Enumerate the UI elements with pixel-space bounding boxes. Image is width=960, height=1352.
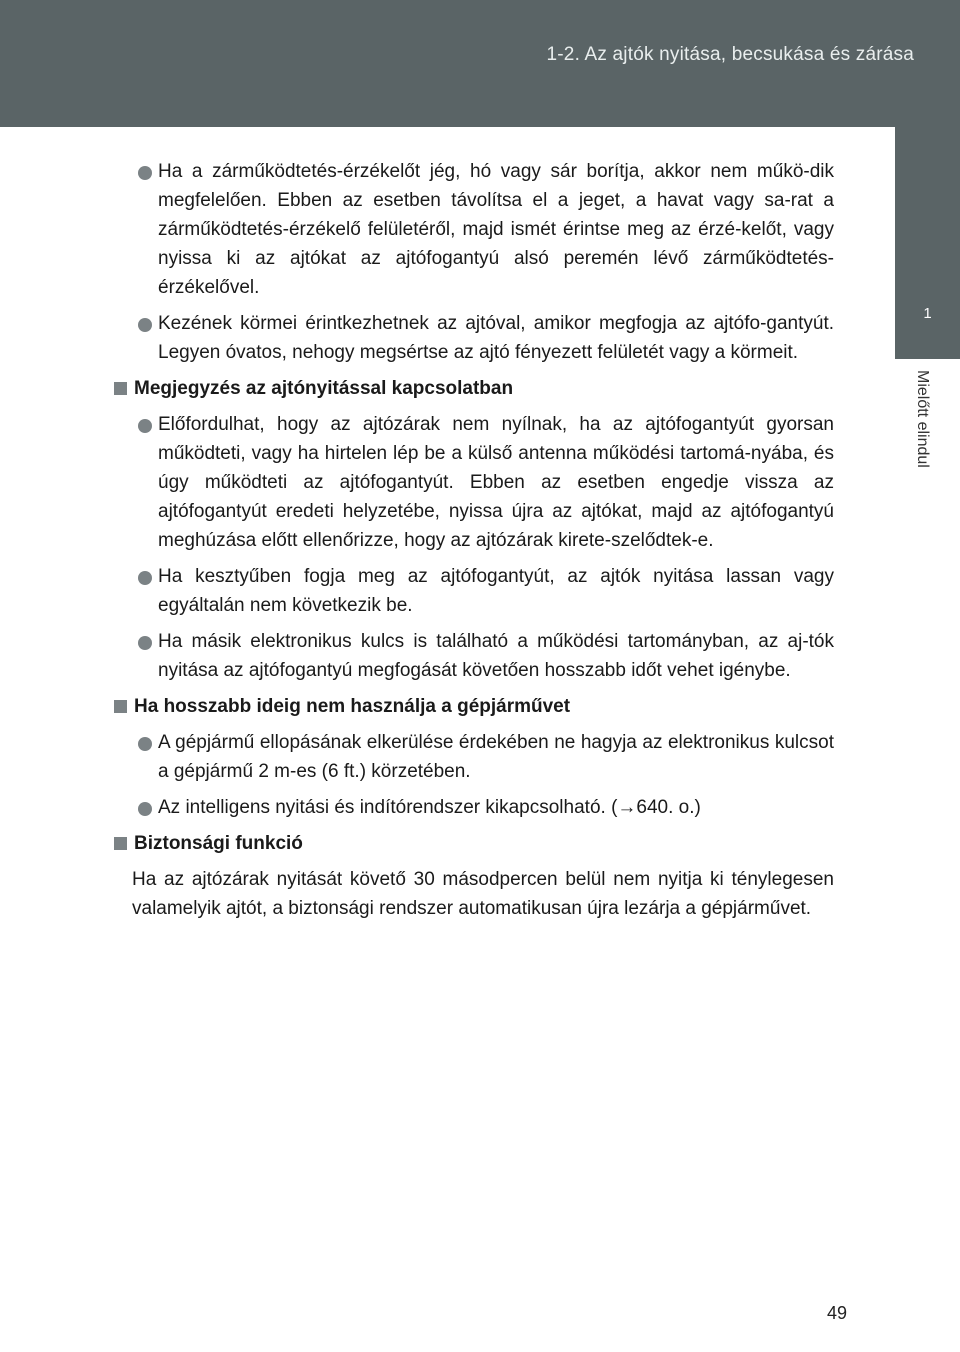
bullet-item (130, 728, 834, 786)
bullet-dot-icon (138, 318, 152, 332)
bullet-item (130, 410, 834, 555)
paragraph: Ha az ajtózárak nyitását követő 30 másodpercen belül nem nyitja ki ténylegesen valamelyik ajtót, a biztonsági rendszer automatikusan újra lezárja a gépjárművet. (132, 869, 834, 919)
page-content (112, 157, 834, 930)
chapter-tab (895, 127, 960, 359)
bullet-text: Ha másik elektronikus kulcs is található a működési tartományban, az aj-tók nyitása az ajtófogantyú megfogását követően hosszabb időt vehet igénybe. (158, 631, 834, 681)
chapter-tab-lower (895, 359, 960, 1352)
bullet-dot-icon (138, 636, 152, 650)
chapter-label: Mielőtt elindul (914, 370, 931, 468)
section-heading (112, 374, 834, 403)
header-band (0, 0, 960, 127)
bullet-dot-icon (138, 802, 152, 816)
heading-square-icon (114, 837, 127, 850)
bullet-text: Az intelligens nyitási és indítórendszer kikapcsolható. (→640. o.) (158, 797, 701, 818)
heading-text: Megjegyzés az ajtónyitással kapcsolatban (134, 378, 514, 399)
heading-text: Biztonsági funkció (134, 833, 303, 854)
page-number: 49 (827, 1303, 848, 1323)
bullet-dot-icon (138, 166, 152, 180)
bullet-text: Ha a zárműködtetés-érzékelőt jég, hó vagy sár borítja, akkor nem műkö-dik megfelelően. Ebben az esetben távolítsa el a jeget, a havat vagy sa-rat a zárműködtetés-érzékelő felületéről, majd ismét érintse meg az érzé-kelőt, vagy nyissa ki az ajtókat az ajtófogantyú alsó peremén lévő zárműködtetés-érzékelővel. (158, 161, 834, 298)
bullet-text: Kezének körmei érintkezhetnek az ajtóval, amikor megfogja az ajtófo-gantyút. Legyen óvatos, nehogy megsértse az ajtó fényezett felületét vagy a körmeit. (158, 313, 834, 363)
section-heading (112, 692, 834, 721)
bullet-item (130, 793, 834, 822)
section-title: 1-2. Az ajtók nyitása, becsukása és zárása (546, 44, 914, 65)
heading-text: Ha hosszabb ideig nem használja a gépjárművet (134, 696, 571, 717)
bullet-text: Előfordulhat, hogy az ajtózárak nem nyílnak, ha az ajtófogantyút gyorsan működteti, vagy ha hirtelen lép be a külső antenna működési tartomá-nyába, és úgy működteti az ajtófogantyút. Ebben az esetben engedje vissza az ajtófogantyút eredeti helyzetébe, nyissa újra az ajtókat, majd az ajtófogantyú meghúzása előtt ellenőrizze, hogy az ajtózárak kirete-szelődtek-e. (158, 414, 834, 551)
section-heading (112, 829, 834, 858)
heading-square-icon (114, 382, 127, 395)
heading-square-icon (114, 700, 127, 713)
bullet-dot-icon (138, 419, 152, 433)
bullet-item (130, 157, 834, 302)
bullet-text: Ha kesztyűben fogja meg az ajtófogantyút, az ajtók nyitása lassan vagy egyáltalán nem következik be. (158, 566, 834, 616)
bullet-dot-icon (138, 571, 152, 585)
chapter-number: 1 (923, 305, 932, 322)
bullet-item (130, 627, 834, 685)
bullet-item (130, 562, 834, 620)
bullet-dot-icon (138, 737, 152, 751)
bullet-text: A gépjármű ellopásának elkerülése érdekében ne hagyja az elektronikus kulcsot a gépjármű 2 m-es (6 ft.) körzetében. (158, 732, 834, 782)
bullet-item (130, 309, 834, 367)
